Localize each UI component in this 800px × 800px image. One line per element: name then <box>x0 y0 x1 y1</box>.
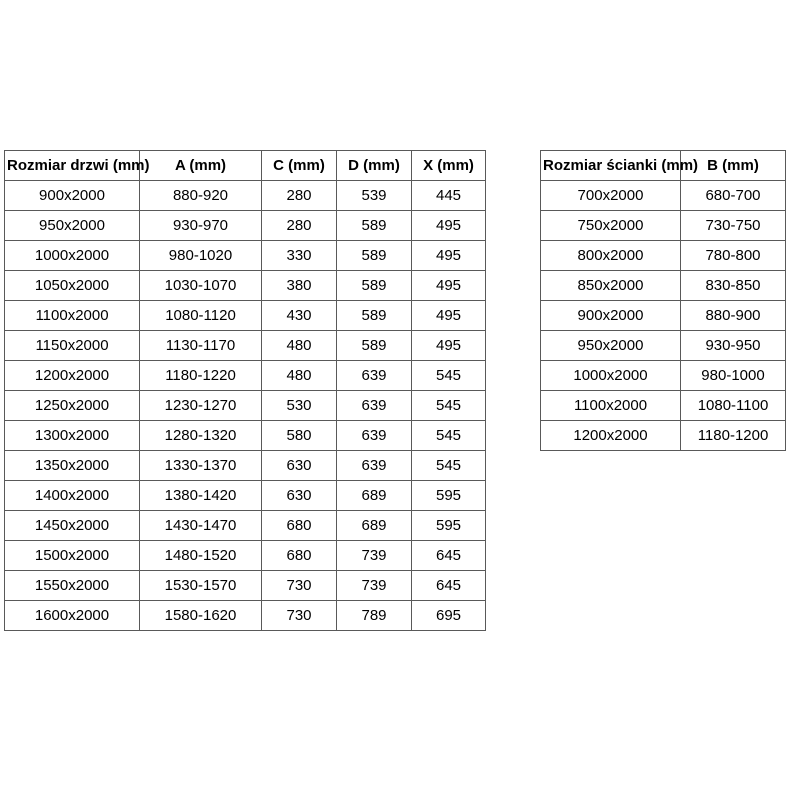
table-cell: 980-1020 <box>140 241 262 271</box>
table-cell: 495 <box>412 271 486 301</box>
column-header: C (mm) <box>262 151 337 181</box>
table-cell: 1180-1200 <box>681 421 786 451</box>
table-row <box>5 601 486 631</box>
table-row <box>541 211 786 241</box>
table-cell: 1080-1120 <box>140 301 262 331</box>
table-cell: 750x2000 <box>541 211 681 241</box>
table-cell: 480 <box>262 331 337 361</box>
table-row <box>5 451 486 481</box>
table-cell: 1130-1170 <box>140 331 262 361</box>
table-row <box>541 241 786 271</box>
wall-panel-size-table <box>540 150 786 451</box>
table-cell: 830-850 <box>681 271 786 301</box>
table-cell: 730-750 <box>681 211 786 241</box>
table-cell: 1200x2000 <box>541 421 681 451</box>
table-cell: 380 <box>262 271 337 301</box>
table-cell: 1330-1370 <box>140 451 262 481</box>
table-cell: 980-1000 <box>681 361 786 391</box>
table-cell: 680-700 <box>681 181 786 211</box>
table-cell: 1000x2000 <box>5 241 140 271</box>
table-cell: 730 <box>262 601 337 631</box>
table-cell: 880-920 <box>140 181 262 211</box>
table-cell: 1380-1420 <box>140 481 262 511</box>
table-cell: 950x2000 <box>541 331 681 361</box>
table-cell: 639 <box>337 421 412 451</box>
table-cell: 480 <box>262 361 337 391</box>
table-cell: 545 <box>412 391 486 421</box>
table-cell: 1400x2000 <box>5 481 140 511</box>
table-cell: 545 <box>412 361 486 391</box>
column-header: X (mm) <box>412 151 486 181</box>
header-row <box>5 151 486 181</box>
table-cell: 930-970 <box>140 211 262 241</box>
table-row <box>5 541 486 571</box>
table-cell: 880-900 <box>681 301 786 331</box>
table-cell: 639 <box>337 361 412 391</box>
table-cell: 1200x2000 <box>5 361 140 391</box>
table-cell: 689 <box>337 511 412 541</box>
table-cell: 589 <box>337 331 412 361</box>
table-row <box>5 211 486 241</box>
table-cell: 580 <box>262 421 337 451</box>
table-cell: 900x2000 <box>541 301 681 331</box>
table-cell: 1180-1220 <box>140 361 262 391</box>
table-cell: 545 <box>412 421 486 451</box>
table-cell: 589 <box>337 301 412 331</box>
table-row <box>5 241 486 271</box>
column-header: Rozmiar ścianki (mm) <box>541 151 681 181</box>
table-row <box>5 421 486 451</box>
table-cell: 739 <box>337 541 412 571</box>
table-cell: 1280-1320 <box>140 421 262 451</box>
table-cell: 330 <box>262 241 337 271</box>
table-cell: 739 <box>337 571 412 601</box>
table-cell: 1100x2000 <box>541 391 681 421</box>
table-cell: 850x2000 <box>541 271 681 301</box>
table-cell: 695 <box>412 601 486 631</box>
table-row <box>541 361 786 391</box>
table-cell: 539 <box>337 181 412 211</box>
table-cell: 1450x2000 <box>5 511 140 541</box>
table-cell: 495 <box>412 331 486 361</box>
table-cell: 645 <box>412 541 486 571</box>
table-cell: 1350x2000 <box>5 451 140 481</box>
table-row <box>5 271 486 301</box>
table-cell: 630 <box>262 451 337 481</box>
table-cell: 700x2000 <box>541 181 681 211</box>
table-cell: 280 <box>262 211 337 241</box>
table-cell: 589 <box>337 241 412 271</box>
table-row <box>541 181 786 211</box>
table-cell: 1000x2000 <box>541 361 681 391</box>
table-cell: 1580-1620 <box>140 601 262 631</box>
table-cell: 595 <box>412 511 486 541</box>
table-cell: 645 <box>412 571 486 601</box>
table-cell: 1030-1070 <box>140 271 262 301</box>
table-row <box>541 421 786 451</box>
table-cell: 495 <box>412 211 486 241</box>
table-cell: 1150x2000 <box>5 331 140 361</box>
table-cell: 1550x2000 <box>5 571 140 601</box>
table-cell: 800x2000 <box>541 241 681 271</box>
table-cell: 1050x2000 <box>5 271 140 301</box>
header-row <box>541 151 786 181</box>
table-row <box>5 301 486 331</box>
table-cell: 589 <box>337 211 412 241</box>
table-row <box>541 331 786 361</box>
door-size-table <box>4 150 486 631</box>
table-cell: 280 <box>262 181 337 211</box>
table-cell: 1250x2000 <box>5 391 140 421</box>
table-cell: 495 <box>412 301 486 331</box>
table-row <box>5 571 486 601</box>
table-cell: 1430-1470 <box>140 511 262 541</box>
table-cell: 530 <box>262 391 337 421</box>
table-cell: 1600x2000 <box>5 601 140 631</box>
column-header: D (mm) <box>337 151 412 181</box>
table-row <box>541 271 786 301</box>
table-row <box>5 481 486 511</box>
table-cell: 1080-1100 <box>681 391 786 421</box>
table-cell: 1480-1520 <box>140 541 262 571</box>
table-row <box>5 361 486 391</box>
table-cell: 680 <box>262 511 337 541</box>
table-cell: 639 <box>337 451 412 481</box>
table-cell: 630 <box>262 481 337 511</box>
table-row <box>5 181 486 211</box>
table-cell: 1100x2000 <box>5 301 140 331</box>
table-cell: 545 <box>412 451 486 481</box>
table-row <box>5 391 486 421</box>
table-row <box>541 301 786 331</box>
table-cell: 1300x2000 <box>5 421 140 451</box>
table-cell: 730 <box>262 571 337 601</box>
table-cell: 1500x2000 <box>5 541 140 571</box>
column-header: B (mm) <box>681 151 786 181</box>
table-cell: 930-950 <box>681 331 786 361</box>
table-cell: 495 <box>412 241 486 271</box>
table-cell: 789 <box>337 601 412 631</box>
table-cell: 639 <box>337 391 412 421</box>
table-cell: 900x2000 <box>5 181 140 211</box>
table-cell: 780-800 <box>681 241 786 271</box>
column-header: A (mm) <box>140 151 262 181</box>
table-cell: 445 <box>412 181 486 211</box>
table-row <box>541 391 786 421</box>
table-cell: 430 <box>262 301 337 331</box>
table-cell: 595 <box>412 481 486 511</box>
table-cell: 950x2000 <box>5 211 140 241</box>
table-cell: 1530-1570 <box>140 571 262 601</box>
table-row <box>5 331 486 361</box>
table-cell: 589 <box>337 271 412 301</box>
column-header: Rozmiar drzwi (mm) <box>5 151 140 181</box>
table-cell: 680 <box>262 541 337 571</box>
table-cell: 1230-1270 <box>140 391 262 421</box>
table-row <box>5 511 486 541</box>
table-cell: 689 <box>337 481 412 511</box>
